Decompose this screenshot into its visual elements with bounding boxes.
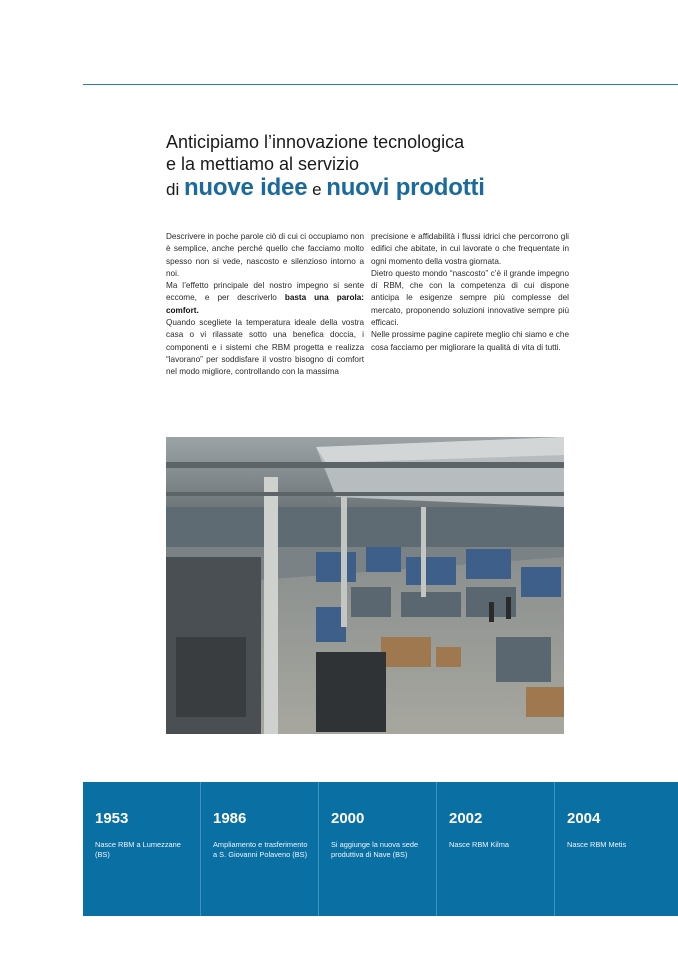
timeline-item (555, 782, 678, 916)
headline-pre: di (166, 180, 184, 199)
timeline-year: 2004 (567, 810, 601, 827)
timeline (83, 782, 678, 916)
body-column-left (166, 231, 364, 379)
timeline-year: 2000 (331, 810, 365, 827)
top-rule (83, 84, 678, 85)
body-text: Ma l’effetto principale del nostro impegno si sente eccome, e per descriverlo (166, 281, 364, 303)
timeline-item (201, 782, 319, 916)
headline (166, 131, 586, 201)
headline-emphasis-2: nuovi prodotti (326, 174, 485, 201)
timeline-text: Nasce RBM Kilma (449, 840, 509, 849)
body-paragraph: Dietro questo mondo “nascosto” c’è il grande impegno di RBM, che con la competenza di cui dispone anticipa le esigenze sempre più complesse del mercato, proponendo soluzioni innovative sempre più efficaci. (371, 268, 569, 328)
timeline-text: Si aggiunge la nuova sede produttiva di Nave (BS) (331, 840, 419, 859)
timeline-text: Nasce RBM Metis (567, 840, 627, 849)
timeline-year: 1953 (95, 810, 129, 827)
timeline-text: Ampliamento e trasferimento a S. Giovanni Polaveno (BS) (213, 840, 308, 859)
body-paragraph: Quando scegliete la temperatura ideale della vostra casa o vi rilassate sotto una benefica doccia, i componenti e i sistemi che RBM progetta e realizza “lavorano” per soddisfare il vostro bisogno di comfort nel modo migliore, controllando con la massima (166, 318, 364, 377)
headline-emphasis-1: nuove idee (183, 174, 308, 201)
headline-line-2: e la mettiamo al servizio (166, 154, 360, 174)
timeline-year: 2002 (449, 810, 483, 827)
factory-photo (166, 437, 564, 734)
factory-image (166, 437, 564, 734)
body-paragraph: precisione e affidabilità i flussi idrici che percorrono gli edifici che abitate, in cui lavorate o che frequentate in ogni momento della vostra giornata. (371, 232, 569, 266)
body-paragraph: Nelle prossime pagine capirete meglio chi siamo e che cosa facciamo per migliorare la qualità di vita di tutti. (371, 330, 569, 352)
body-paragraph: Descrivere in poche parole ciò di cui ci occupiamo non è semplice, anche perché quello che facciamo molto spesso non si vede, nascosto e silenzioso intorno a noi. (166, 232, 364, 278)
timeline-item (437, 782, 555, 916)
timeline-item (83, 782, 201, 916)
body-bold-text: basta una parola: comfort. (166, 293, 364, 315)
timeline-text: Nasce RBM a Lumezzane (BS) (95, 840, 181, 859)
headline-line-1: Anticipiamo l’innovazione tecnologica (166, 132, 465, 152)
timeline-year: 1986 (213, 810, 247, 827)
headline-mid: e (307, 180, 327, 199)
body-column-right (371, 231, 569, 354)
headline-line-3 (166, 174, 586, 201)
timeline-item (319, 782, 437, 916)
body-paragraph (166, 280, 364, 317)
